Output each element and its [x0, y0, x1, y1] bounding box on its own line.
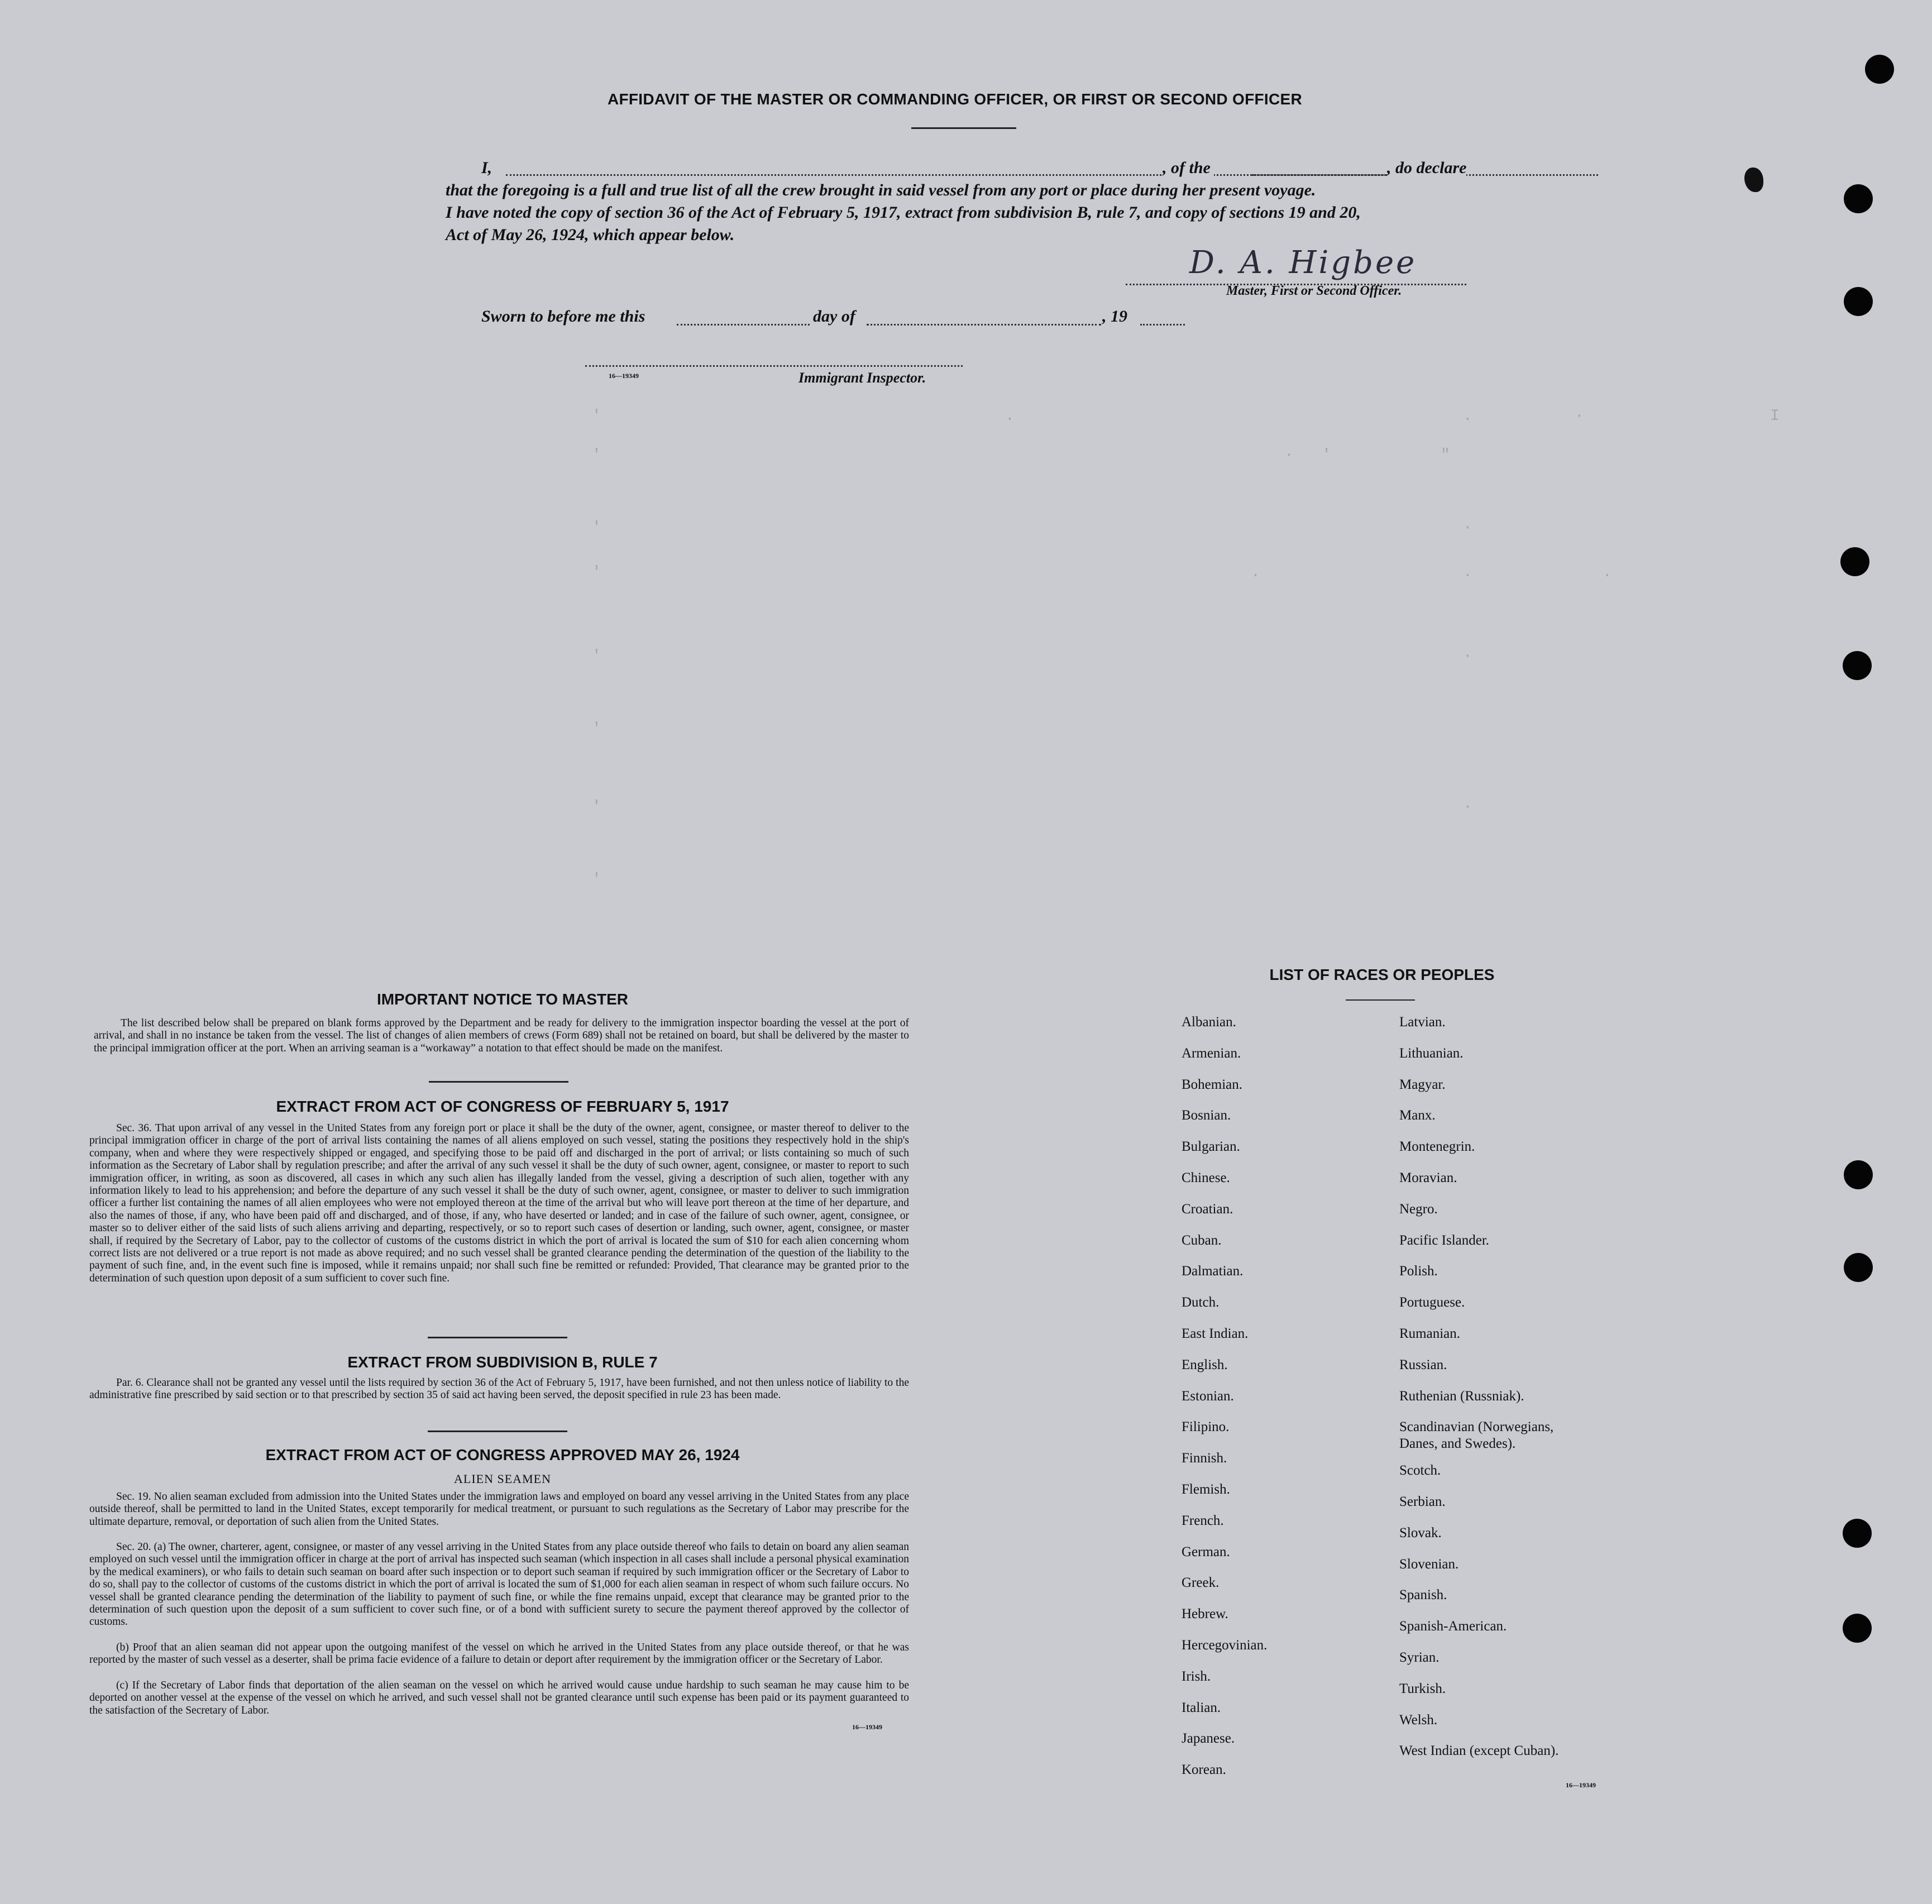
race-item: Magyar.	[1399, 1077, 1446, 1092]
punch-hole	[1840, 547, 1869, 576]
sworn-month-field[interactable]	[867, 324, 1101, 326]
inspector-signature-line[interactable]	[585, 365, 963, 367]
punch-hole	[1844, 1253, 1873, 1282]
affidavit-title: AFFIDAVIT OF THE MASTER OR COMMANDING OFFICER, OR FIRST OR SECOND OFFICER	[607, 90, 1302, 108]
extract-rule7-title: EXTRACT FROM SUBDIVISION B, RULE 7	[347, 1353, 658, 1371]
race-item: Spanish-American.	[1399, 1619, 1507, 1634]
race-item: Moravian.	[1399, 1170, 1457, 1185]
race-item: Rumanian.	[1399, 1326, 1461, 1341]
punch-hole	[1844, 287, 1873, 316]
race-item: Serbian.	[1399, 1494, 1446, 1509]
race-item: Scandinavian (Norwegians, Danes, and Swedes).	[1399, 1419, 1554, 1451]
punch-hole	[1844, 184, 1873, 213]
sworn-day-field[interactable]	[677, 324, 810, 326]
race-item: Pacific Islander.	[1399, 1233, 1490, 1248]
declaration-line-2: that the foregoing is a full and true list of all the crew brought in said vessel from any port or place during her present voyage.	[446, 181, 1316, 199]
punch-hole	[1843, 1614, 1872, 1643]
day-of-label: day of	[813, 307, 855, 326]
sworn-line	[481, 307, 1246, 329]
declaration-i: I,	[481, 159, 492, 177]
form-number: 16—19349	[609, 372, 639, 380]
race-item: Russian.	[1399, 1357, 1447, 1372]
notice-title: IMPORTANT NOTICE TO MASTER	[376, 991, 629, 1008]
race-item: Montenegrin.	[1399, 1139, 1475, 1154]
extract-1924-title: EXTRACT FROM ACT OF CONGRESS APPROVED MAY 26, 1924	[265, 1446, 740, 1463]
race-item: Spanish.	[1399, 1587, 1447, 1602]
do-declare-label: , do declare	[1387, 159, 1467, 177]
race-item: Albanian.	[1182, 1015, 1236, 1030]
sworn-label: Sworn to before me this	[481, 307, 645, 326]
signature: D. A. Higbee	[1189, 245, 1417, 281]
extract-1924-sec20b: (b) Proof that an alien seaman did not appear upon the outgoing manifest of the vessel on which he arrived in the United States from any place outside thereof, or that he was reported by the master of such vessel as a deserter, shall be prima facie evidence of a failure to detain or deport after requirement by the immigration officer or the Secretary of Labor.	[89, 1642, 909, 1666]
punch-hole	[1865, 55, 1894, 84]
race-item: English.	[1182, 1357, 1228, 1372]
race-item: Italian.	[1182, 1700, 1221, 1715]
race-item: Syrian.	[1399, 1650, 1440, 1665]
race-item: Bohemian.	[1182, 1077, 1243, 1092]
race-item: French.	[1182, 1513, 1224, 1528]
form-number: 16—19349	[1566, 1781, 1596, 1789]
race-item: Flemish.	[1182, 1482, 1230, 1497]
race-item: East Indian.	[1182, 1326, 1249, 1341]
race-item: Finnish.	[1182, 1451, 1227, 1466]
race-item: Negro.	[1399, 1202, 1438, 1217]
declaration-line-3: I have noted the copy of section 36 of the Act of February 5, 1917, extract from subdivision B, rule 7, and copy of sections 19 and 20,	[446, 203, 1361, 222]
extract-rule7-text: Par. 6. Clearance shall not be granted any vessel until the lists required by section 36 of the Act of February 5, 1917, have been furnished, and not then unless notice of liability to the administrative fine prescribed by said section or to that prescribed by section 35 of said act having been served, the deposit specified in rule 23 has been made.	[89, 1377, 909, 1401]
race-item: Hebrew.	[1182, 1606, 1228, 1621]
notice-text: The list described below shall be prepared on blank forms approved by the Department and be ready for delivery to the immigration inspector boarding the vessel at the port of arrival, and shall in no instance be taken from the vessel. The list of changes of alien members of crews (Form 689) shall not be retained on board, but shall be delivered by the master to the principal immigration officer at the port. When an arriving seaman is a “workaway” a notation to that effect should be made on the manifest.	[94, 1017, 909, 1054]
race-item: Manx.	[1399, 1108, 1436, 1123]
races-right-column	[1399, 1014, 1690, 1796]
race-item: Hercegovinian.	[1182, 1638, 1268, 1653]
ink-blot	[1744, 168, 1763, 192]
year-label: , 19	[1102, 307, 1127, 326]
race-item: Bulgarian.	[1182, 1139, 1240, 1154]
declaration-line-4: Act of May 26, 1924, which appear below.	[446, 226, 735, 244]
race-item: Portuguese.	[1399, 1295, 1465, 1310]
race-item: Dutch.	[1182, 1295, 1220, 1310]
race-item: Slovak.	[1399, 1525, 1442, 1541]
extract-1924-sec20a: Sec. 20. (a) The owner, charterer, agent, consignee, or master of any vessel arriving in the United States from any place outside thereof who fails to detain on board any alien seaman employed on such vessel until the immigration officer in charge at the port of arrival has inspected such seaman (which inspection in all cases shall include a personal physical examination by the medical examiners), or who fails to detain such seaman on board after such inspection or to deport such seaman if required by such immigration officer or the Secretary of Labor to do so, shall pay to the collector of customs of the customs district in which the port of arrival is located the sum of $1,000 for each alien seaman in respect of whom such failure occurs. No vessel shall be granted clearance pending the determination of the liability to payment of such fine, or while the fine remains unpaid, except that clearance may be granted prior to the determination of such question upon the deposit of a sum sufficient to cover such fine, or of a bond with sufficient surety to secure the payment thereof approved by the collector of customs.	[89, 1541, 909, 1628]
race-item: West Indian (except Cuban).	[1399, 1743, 1559, 1758]
race-item: Polish.	[1399, 1264, 1438, 1279]
section-divider	[429, 1081, 568, 1083]
race-item: Bosnian.	[1182, 1108, 1231, 1123]
extract-1924-subtitle: ALIEN SEAMEN	[454, 1472, 551, 1486]
punch-hole	[1843, 651, 1872, 680]
extract-1924-sec19: Sec. 19. No alien seaman excluded from admission into the United States under the immigration laws and employed on board any vessel arriving in the United States from any place outside thereof, shall be permitted to land in the United States, except temporarily for medical treatment, or pursuant to such regulations as the Secretary of Labor may prescribe for the ultimate departure, removal, or deportation of such alien from the United States.	[89, 1491, 909, 1528]
declarant-name-field[interactable]	[506, 174, 1161, 176]
section-divider	[428, 1431, 567, 1432]
race-item: Armenian.	[1182, 1046, 1241, 1061]
race-item: Chinese.	[1182, 1170, 1230, 1185]
race-item: Dalmatian.	[1182, 1264, 1244, 1279]
of-the-label: , of the	[1163, 159, 1214, 178]
punch-hole	[1844, 1160, 1873, 1189]
race-item: Cuban.	[1182, 1233, 1222, 1248]
race-item: Scotch.	[1399, 1463, 1441, 1478]
extract-1917-text: Sec. 36. That upon arrival of any vessel in the United States from any foreign port or place it shall be the duty of the owner, agent, consignee, or master thereof to deliver to the principal immigration officer in charge of the port of arrival lists containing the names of all aliens employed on such vessel, stating the positions they respectively hold in the ship's company, when and where they were respectively shipped or engaged, and specifying those to be paid off and discharged in the port of arrival; or lists containing so much of such information as the Secretary of Labor shall by regulation prescribe; and after the arrival of any such vessel it shall be the duty of such owner, agent, consignee, or master to report to such immigration officer, in writing, as soon as discovered, all cases in which any such alien has illegally landed from the vessel, giving a description of such alien, together with any information likely to lead to his apprehension; and before the departure of any such vessel it shall be the duty of such owner, agent, consignee, or master to deliver to such immigration officer a further list containing the names of all alien employees who were not employed thereon at the time of the arrival but who will leave port thereon at the time of her departure, and also the names of those, if any, who have been paid off and discharged, and of those, if any, who have deserted or landed; and in case of the failure of such owner, agent, consignee, or master so to deliver either of the said lists of such aliens arriving and departing, respectively, or so to report such cases of desertion or landing, such owner, agent, consignee, or master shall, if required by the Secretary of Labor, pay to the collector of customs of the customs district in which the port of arrival is located the sum of $10 for each alien concerning whom correct lists are not delivered or a true report is not made as above required; and no such vessel shall be granted clearance pending the determination of the question of the liability to the payment of such fine, and, in the event such fine is imposed, while it remains unpaid; nor shall such fine be remitted or refunded: Provided, That clearance may be granted prior to the determination of such question upon deposit of a sum sufficient to cover such fine.	[89, 1122, 909, 1284]
extract-1924-sec20c: (c) If the Secretary of Labor finds that deportation of the alien seaman on the vessel on which he arrived would cause undue hardship to such seaman he may cause him to be deported on another vessel at the expense of the vessel on which he arrived, and such vessel shall not be granted clearance until such expense has been paid or its payment guaranteed to the satisfaction of the Secretary of Labor.	[89, 1680, 909, 1716]
race-item: Greek.	[1182, 1575, 1220, 1590]
race-item: Turkish.	[1399, 1681, 1446, 1696]
punch-hole	[1843, 1519, 1872, 1548]
bleed-through-marks: ' . . · I ' · ' " ' · ' . . . ' · ' ' · '	[592, 408, 1780, 888]
title-underline	[911, 127, 1016, 129]
race-item: Latvian.	[1399, 1015, 1446, 1030]
races-title-underline	[1346, 999, 1415, 1001]
race-item: Korean.	[1182, 1762, 1226, 1777]
race-item: Estonian.	[1182, 1389, 1234, 1404]
race-item: Welsh.	[1399, 1712, 1438, 1728]
race-item: Croatian.	[1182, 1202, 1233, 1217]
extract-1917-title: EXTRACT FROM ACT OF CONGRESS OF FEBRUARY 5, 1917	[276, 1098, 729, 1115]
races-left-column	[1182, 1014, 1383, 1796]
signature-caption: Master, First or Second Officer.	[1226, 284, 1402, 298]
form-number: 16—19349	[852, 1723, 882, 1731]
races-title: LIST OF RACES OR PEOPLES	[1269, 966, 1495, 983]
race-item: Japanese.	[1182, 1731, 1235, 1746]
race-item: German.	[1182, 1544, 1230, 1559]
inspector-caption: Immigrant Inspector.	[798, 370, 926, 386]
declaration-line-1-overlay	[481, 159, 1486, 181]
race-item: Lithuanian.	[1399, 1046, 1464, 1061]
race-item: Filipino.	[1182, 1419, 1230, 1434]
race-item: Irish.	[1182, 1669, 1211, 1684]
sworn-year-field[interactable]	[1140, 324, 1185, 326]
race-item: Slovenian.	[1399, 1557, 1459, 1572]
race-item: Ruthenian (Russniak).	[1399, 1389, 1524, 1404]
section-divider	[428, 1337, 567, 1338]
